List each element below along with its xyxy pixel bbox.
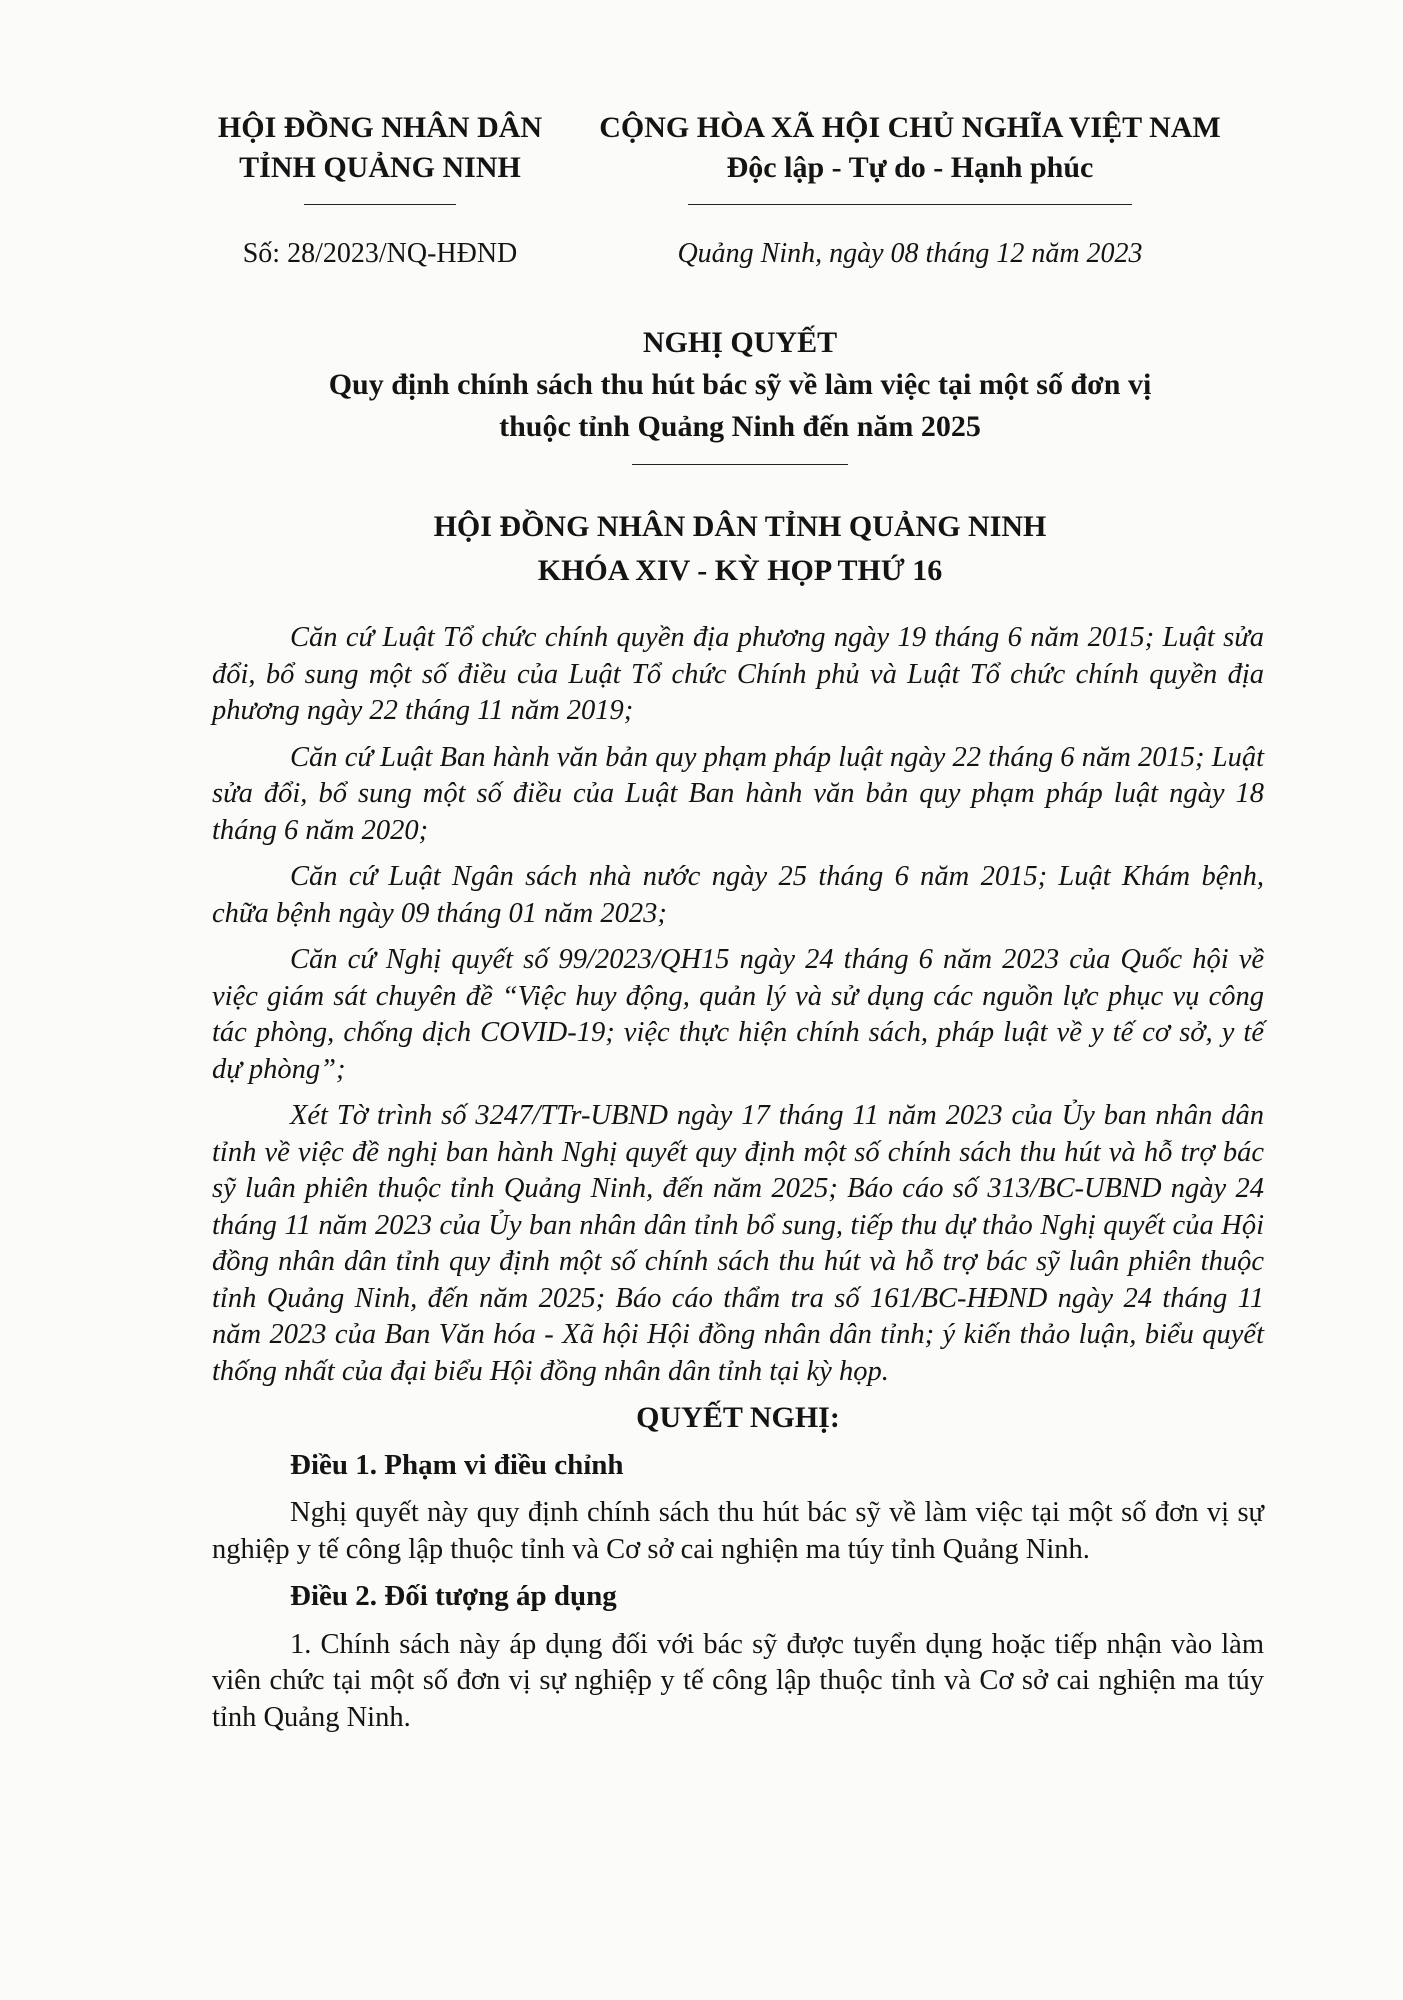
preamble-paragraph: Căn cứ Luật Ban hành văn bản quy phạm pháp luật ngày 22 tháng 6 năm 2015; Luật sửa đổi, bổ sung một số điều của Luật Ban hành văn bản quy phạm pháp luật ngày 18 tháng 6 năm 2020; — [212, 741, 1264, 846]
document-subject-line-2: thuộc tỉnh Quảng Ninh đến năm 2025 — [499, 410, 981, 443]
document-number: Số: 28/2023/NQ-HĐND — [242, 238, 518, 269]
article-2-title: Điều 2. Đối tượng áp dụng — [290, 1580, 617, 1612]
document-title-block — [150, 322, 1330, 465]
council-session: KHÓA XIV - KỲ HỌP THỨ 16 — [537, 554, 943, 587]
preamble-paragraph: Căn cứ Luật Ngân sách nhà nước ngày 25 tháng 6 năm 2015; Luật Khám bệnh, chữa bệnh ngày 09 tháng 01 năm 2023; — [212, 861, 1264, 929]
document-subject-line-1: Quy định chính sách thu hút bác sỹ về làm việc tại một số đơn vị — [328, 368, 1152, 401]
document-date: Quảng Ninh, ngày 08 tháng 12 năm 2023 — [677, 238, 1143, 269]
title-underline — [632, 464, 848, 465]
issuer-line-1: HỘI ĐỒNG NHÂN DÂN — [217, 111, 543, 144]
issuer-underline — [304, 204, 456, 205]
country-name: CỘNG HÒA XÃ HỘI CHỦ NGHĨA VIỆT NAM — [599, 111, 1221, 144]
motto: Độc lập - Tự do - Hạnh phúc — [726, 151, 1094, 184]
article-1-text: Nghị quyết này quy định chính sách thu hút bác sỹ về làm việc tại một số đơn vị sự nghiệp y tế công lập thuộc tỉnh và Cơ sở cai nghiện ma túy tỉnh Quảng Ninh. — [212, 1497, 1264, 1565]
issuer-block — [195, 108, 565, 205]
national-motto-block — [580, 108, 1240, 205]
decision-heading: QUYẾT NGHỊ: — [636, 1401, 840, 1434]
article-2-text: 1. Chính sách này áp dụng đối với bác sỹ được tuyển dụng hoặc tiếp nhận vào làm viên chức tại một số đơn vị sự nghiệp y tế công lập thuộc tỉnh và Cơ sở cai nghiện ma túy tỉnh Quảng Ninh. — [212, 1628, 1264, 1733]
document-type: NGHỊ QUYẾT — [642, 326, 838, 359]
council-block — [150, 505, 1330, 593]
motto-underline — [688, 204, 1132, 205]
document-body — [212, 620, 1264, 1746]
preamble-paragraph: Căn cứ Luật Tổ chức chính quyền địa phương ngày 19 tháng 6 năm 2015; Luật sửa đổi, bổ sung một số điều của Luật Tổ chức Chính phủ và Luật Tổ chức chính quyền địa phương ngày 22 tháng 11 năm 2019; — [212, 622, 1264, 726]
article-1-title: Điều 1. Phạm vi điều chỉnh — [290, 1448, 624, 1481]
preamble-paragraph: Xét Tờ trình số 3247/TTr-UBND ngày 17 tháng 11 năm 2023 của Ủy ban nhân dân tỉnh về việc đề nghị ban hành Nghị quyết quy định một số chính sách thu hút và hỗ trợ bác sỹ luân phiên thuộc tỉnh Quảng Ninh, đến năm 2025; Báo cáo số 313/BC-UBND ngày 24 tháng 11 năm 2023 của Ủy ban nhân dân tỉnh bổ sung, tiếp thu dự thảo Nghị quyết của Hội đồng nhân dân tỉnh quy định một số chính sách thu hút và hỗ trợ bác sỹ luân phiên thuộc tỉnh Quảng Ninh, đến năm 2025; Báo cáo thẩm tra số 161/BC-HĐND ngày 24 tháng 11 năm 2023 của Ban Văn hóa - Xã hội Hội đồng nhân dân tỉnh; ý kiến thảo luận, biểu quyết thống nhất của đại biểu Hội đồng nhân dân tỉnh tại kỳ họp. — [212, 1100, 1264, 1387]
preamble-paragraph: Căn cứ Nghị quyết số 99/2023/QH15 ngày 24 tháng 6 năm 2023 của Quốc hội về việc giám sát chuyên đề “Việc huy động, quản lý và sử dụng các nguồn lực phục vụ công tác phòng, chống dịch COVID-19; việc thực hiện chính sách, pháp luật về y tế cơ sở, y tế dự phòng”; — [212, 944, 1264, 1085]
council-name: HỘI ĐỒNG NHÂN DÂN TỈNH QUẢNG NINH — [433, 510, 1047, 543]
issuer-line-2: TỈNH QUẢNG NINH — [239, 151, 521, 184]
